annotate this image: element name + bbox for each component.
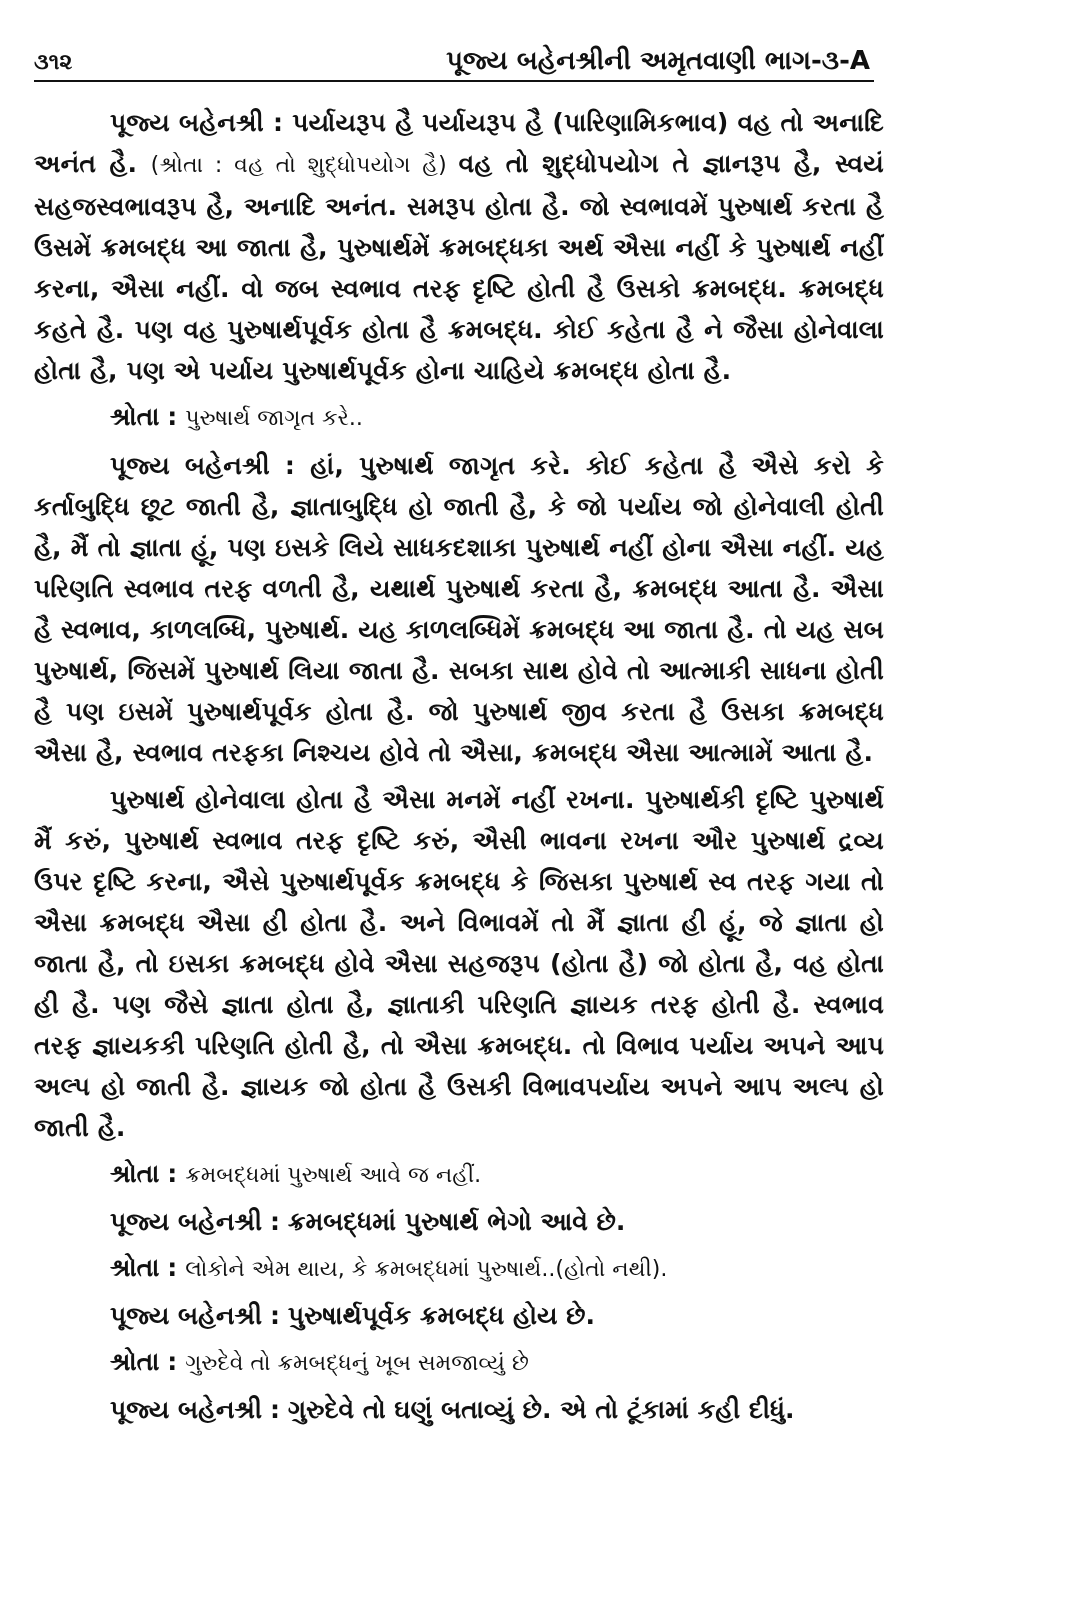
speaker-separator: : (269, 1207, 280, 1236)
page-body (34, 102, 884, 1436)
dialog-line (34, 1390, 884, 1430)
paragraph-run: પૂજ્ય બહેનશ્રી : હાં, પુરુષાર્થ જાગૃત કરે. કોઈ કહેતા હૈ ઐસે કરો કે કર્તાબુદ્ધિ છૂટ જાતી હૈ, જ્ઞાતાબુદ્ધિ હો જાતી હૈ, કે જો પર્યાય જો હોનેવાલી હોતી હૈ, મૈં તો જ્ઞાતા હૂં, પણ ઇસકે લિયે સાધકદશાકા પુરુષાર્થ નહીં હોના ઐસા નહીં. યહ પરિણતિ સ્વભાવ તરફ વળતી હૈ, યથાર્થ પુરુષાર્થ કરતા હૈ, ક્રમબદ્ધ આતા હૈ. ઐસા હૈ સ્વભાવ, કાળલબ્ધિ, પુરુષાર્થ. યહ કાળલબ્ધિમેં ક્રમબદ્ધ આ જાતા હૈ. તો યહ સબ પુરુષાર્થ, જિસમેં પુરુષાર્થ લિયા જાતા હૈ. સબકા સાથ હોવે તો આત્માકી સાધના હોતી હૈ પણ ઇસમેં પુરુષાર્થપૂર્વક હોતા હૈ. જો પુરુષાર્થ જીવ કરતા હૈ ઉસકા ક્રમબદ્ધ ઐસા હૈ, સ્વભાવ તરફકા નિશ્ચય હોવે તો ઐસા, ક્રમબદ્ધ ઐસા આત્મામેં આતા હૈ. (34, 451, 884, 767)
paragraph (34, 102, 884, 391)
speaker-label: શ્રોતા (110, 402, 160, 431)
dialog-line (34, 1342, 884, 1384)
dialog-line (34, 397, 884, 439)
dialog-text: ક્રમબદ્ધમાં પુરુષાર્થ આવે જ નહીં. (185, 1163, 482, 1188)
paragraph-run: પૂજ્ય બહેનશ્રી : પર્યાયરૂપ હૈ પર્યાયરૂપ હૈ (પારિણામિકભાવ) વહ તો અનાદિ અનંત હૈ. (34, 108, 884, 178)
dialog-text: લોકોને એમ થાય, કે ક્રમબદ્ધમાં પુરુષાર્થ..(હોતો નથી). (185, 1257, 668, 1282)
speaker-label: શ્રોતા (110, 1159, 160, 1188)
dialog-line (34, 1202, 884, 1242)
dialog-text: ગુરુદેવે તો ક્રમબદ્ધનું ખૂબ સમજાવ્યું છે (185, 1351, 529, 1376)
speaker-label: શ્રોતા (110, 1347, 160, 1376)
dialog-line (34, 1248, 884, 1290)
running-title: પૂજ્ય બહેનશ્રીની અમૃતવાણી ભાગ-૩-A (446, 46, 870, 76)
page-number: ૩૧૨ (34, 50, 73, 75)
paragraph (34, 779, 884, 1148)
paragraph-run: (શ્રોતા : વહ તો શુદ્ધોપયોગ હૈ) (150, 153, 459, 178)
speaker-label: પૂજ્ય બહેનશ્રી (110, 1395, 263, 1424)
dialog-text: ક્રમબદ્ધમાં પુરુષાર્થ ભેગો આવે છે. (287, 1207, 626, 1236)
dialog-text: ગુરુદેવે તો ઘણું બતાવ્યું છે. એ તો ટૂંકામાં કહી દીધું. (287, 1395, 795, 1424)
dialog-line (34, 1154, 884, 1196)
speaker-separator: : (167, 402, 178, 431)
speaker-separator: : (167, 1159, 178, 1188)
dialog-text: પુરુષાર્થપૂર્વક ક્રમબદ્ધ હોય છે. (287, 1301, 595, 1330)
speaker-label: શ્રોતા (110, 1253, 160, 1282)
speaker-label: પૂજ્ય બહેનશ્રી (110, 1207, 263, 1236)
dialog-line (34, 1296, 884, 1336)
dialog-text: પુરુષાર્થ જાગૃત કરે.. (185, 406, 363, 431)
page-header (34, 40, 874, 82)
speaker-separator: : (269, 1301, 280, 1330)
speaker-separator: : (167, 1253, 178, 1282)
speaker-label: પૂજ્ય બહેનશ્રી (110, 1301, 263, 1330)
speaker-separator: : (269, 1395, 280, 1424)
paragraph-run: પુરુષાર્થ હોનેવાલા હોતા હૈ ઐસા મનમેં નહીં રખના. પુરુષાર્થકી દૃષ્ટિ પુરુષાર્થ મૈં કરું, પુરુષાર્થ સ્વભાવ તરફ દૃષ્ટિ કરું, ઐસી ભાવના રખના ઔર પુરુષાર્થ દ્રવ્ય ઉપર દૃષ્ટિ કરના, ઐસે પુરુષાર્થપૂર્વક ક્રમબદ્ધ કે જિસકા પુરુષાર્થ સ્વ તરફ ગયા તો ઐસા ક્રમબદ્ધ ઐસા હી હોતા હૈ. અને વિભાવમેં તો મૈં જ્ઞાતા હી હૂં, જે જ્ઞાતા હો જાતા હૈ, તો ઇસકા ક્રમબદ્ધ હોવે ઐસા સહજરૂપ (હોતા હૈ) જો હોતા હૈ, વહ હોતા હી હૈ. પણ જૈસે જ્ઞાતા હોતા હૈ, જ્ઞાતાકી પરિણતિ જ્ઞાયક તરફ હોતી હૈ. સ્વભાવ તરફ જ્ઞાયકકી પરિણતિ હોતી હૈ, તો ઐસા ક્રમબદ્ધ. તો વિભાવ પર્યાય અપને આપ અલ્પ હો જાતી હૈ. જ્ઞાયક જો હોતા હૈ ઉસકી વિભાવપર્યાય અપને આપ અલ્પ હો જાતી હૈ. (34, 785, 884, 1142)
paragraph-run: વહ તો શુદ્ધોપયોગ તે જ્ઞાનરૂપ હૈ, સ્વયં સહજસ્વભાવરૂપ હૈ, અનાદિ અનંત. સમરૂપ હોતા હૈ. જો સ્વભાવમેં પુરુષાર્થ કરતા હૈ ઉસમેં ક્રમબદ્ધ આ જાતા હૈ, પુરુષાર્થમેં ક્રમબદ્ધકા અર્થ ઐસા નહીં કે પુરુષાર્થ નહીં કરના, ઐસા નહીં. વો જબ સ્વભાવ તરફ દૃષ્ટિ હોતી હૈ ઉસકો ક્રમબદ્ધ. ક્રમબદ્ધ કહતે હૈ. પણ વહ પુરુષાર્થપૂર્વક હોતા હૈ ક્રમબદ્ધ. કોઈ કહેતા હૈ ને જૈસા હોનેવાલા હોતા હૈ, પણ એ પર્યાય પુરુષાર્થપૂર્વક હોના ચાહિયે ક્રમબદ્ધ હોતા હૈ. (34, 149, 884, 385)
paragraph (34, 445, 884, 773)
speaker-separator: : (167, 1347, 178, 1376)
